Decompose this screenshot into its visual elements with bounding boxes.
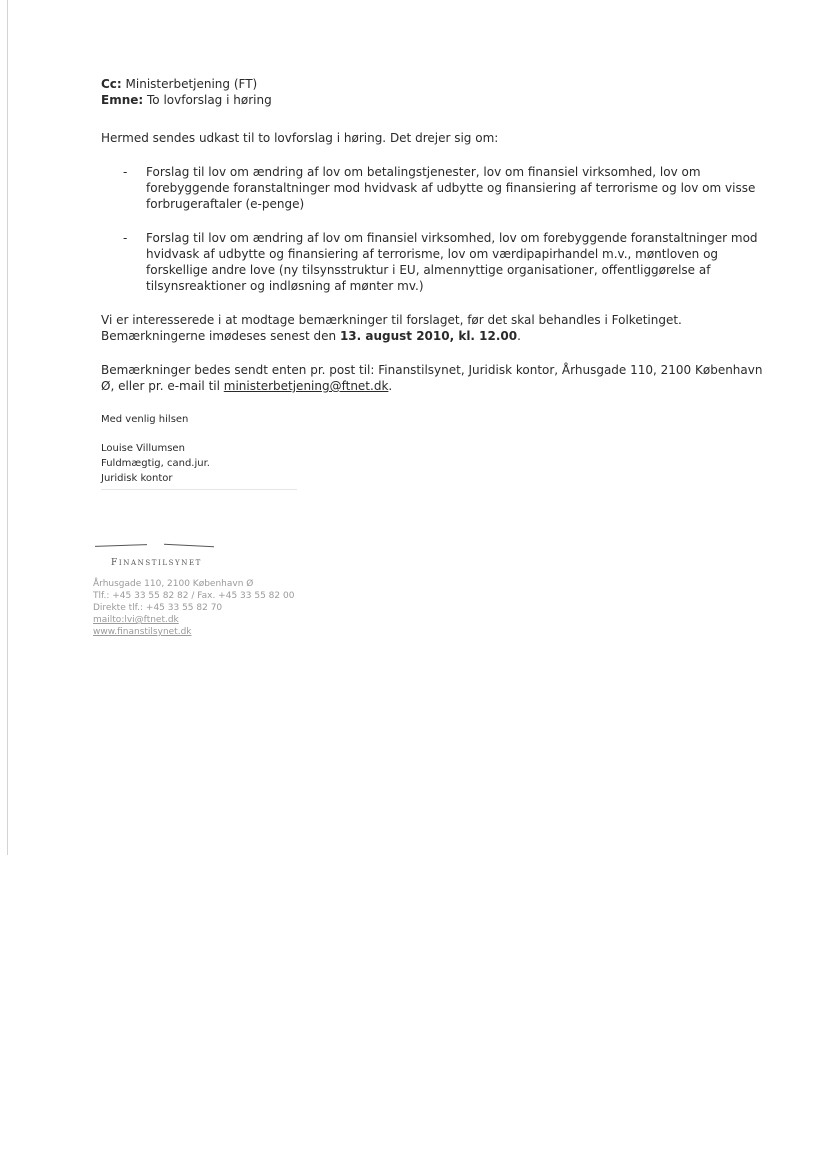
contact-phone-fax: Tlf.: +45 33 55 82 82 / Fax. +45 33 55 82 00 — [93, 591, 295, 601]
subject-value: To lovforslag i høring — [147, 93, 272, 107]
signer-title: Fuldmægtig, cand.jur. — [101, 458, 210, 469]
logo-rest: INANSTILSYNET — [118, 559, 202, 567]
logo-line-right — [164, 544, 214, 548]
bill-1-text: Forslag til lov om ændring af lov om betalingstjenester, lov om finansiel virksomhed, lov om forebyggende foranstaltninger mod hvidvask af udbytte og finansiering af terrorisme og lov om visse forbrugeraftaler (e-penge) — [146, 165, 756, 211]
closing-greeting: Med venlig hilsen — [101, 414, 189, 425]
cc-value: Ministerbetjening (FT) — [125, 77, 258, 91]
contact-email-link[interactable]: mailto:lvi@ftnet.dk — [93, 615, 179, 625]
bullet-marker: - — [123, 231, 128, 245]
contact-details — [93, 578, 294, 638]
deadline-date: 13. august 2010, kl. 12.00 — [339, 329, 518, 343]
logo-wordmark — [111, 558, 220, 568]
list-item — [101, 230, 771, 294]
contact-direct-phone: Direkte tlf.: +45 33 55 82 70 — [93, 603, 223, 613]
deadline-paragraph — [101, 312, 771, 344]
bullet-marker: - — [123, 165, 128, 179]
contact-website-link[interactable]: www.finanstilsynet.dk — [93, 627, 192, 637]
cc-line — [101, 76, 771, 92]
logo-lines — [95, 542, 220, 550]
bill-list — [101, 164, 771, 294]
finanstilsynet-logo — [95, 542, 220, 568]
ministry-email-link[interactable]: ministerbetjening@ftnet.dk — [223, 379, 389, 393]
deadline-end: . — [517, 329, 521, 343]
signer-name: Louise Villumsen — [101, 443, 185, 454]
letter-body — [101, 76, 771, 490]
logo-line-left — [95, 544, 147, 547]
submission-paragraph — [101, 362, 771, 394]
list-item — [101, 164, 771, 212]
scan-edge-line — [7, 0, 8, 855]
signer-department: Juridisk kontor — [101, 473, 173, 484]
deadline-text: Vi er interesserede i at modtage bemærkninger til forslaget, før det skal behandles i Folketinget. Bemærkningerne imødeses senest den — [101, 313, 682, 343]
intro-paragraph: Hermed sendes udkast til to lovforslag i høring. Det drejer sig om: — [101, 131, 499, 145]
logo-initial: F — [111, 558, 119, 568]
submission-text: Bemærkninger bedes sendt enten pr. post til: Finanstilsynet, Juridisk kontor, Århusgade 110, 2100 København Ø, eller pr. e-mail til — [101, 363, 763, 393]
subject-line — [101, 92, 771, 108]
subject-label: Emne: — [101, 93, 144, 107]
signature-block — [101, 441, 771, 490]
bill-2-text: Forslag til lov om ændring af lov om finansiel virksomhed, lov om forebyggende foranstaltninger mod hvidvask af udbytte og finansiering af terrorisme, lov om værdipapirhandel m.v., møntloven og forskellige andre love (ny tilsynsstruktur i EU, almennyttige organisationer, offentliggørelse af tilsynsreaktioner og indløsning af mønter mv.) — [146, 231, 758, 293]
contact-address: Århusgade 110, 2100 København Ø — [93, 579, 254, 589]
signature-divider — [101, 489, 297, 490]
cc-label: Cc: — [101, 77, 122, 91]
submission-end: . — [388, 379, 393, 393]
